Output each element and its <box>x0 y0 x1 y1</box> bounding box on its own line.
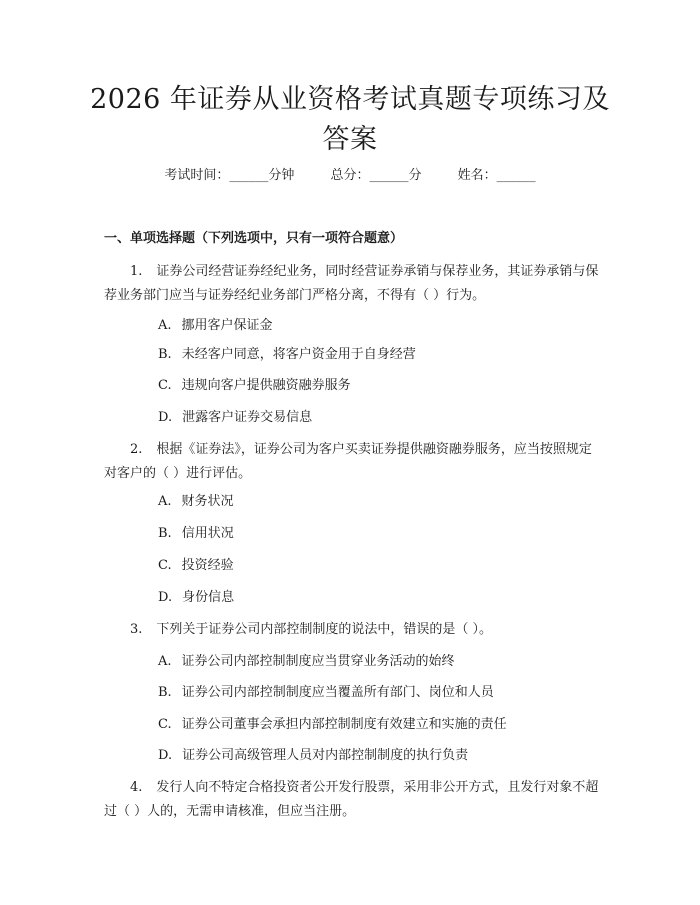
option-text: 证券公司高级管理人员对内部控制制度的执行负责 <box>182 748 469 763</box>
question-3 <box>104 618 600 642</box>
question-2 <box>104 438 600 486</box>
option-3c <box>158 715 507 735</box>
option-letter: C. <box>158 717 172 732</box>
option-text: 财务状况 <box>181 494 234 509</box>
option-1d <box>158 408 312 428</box>
option-text: 证券公司内部控制制度应当覆盖所有部门、岗位和人员 <box>181 685 494 700</box>
option-text: 身份信息 <box>182 590 235 605</box>
option-letter: A. <box>158 494 172 509</box>
total-score-field: 总分：______分 <box>330 168 422 183</box>
option-letter: B. <box>158 347 172 362</box>
exam-meta-line <box>0 166 700 186</box>
option-text: 未经客户同意，将客户资金用于自身经营 <box>181 347 416 362</box>
option-letter: B. <box>158 685 172 700</box>
option-2a <box>158 492 234 512</box>
option-text: 证券公司内部控制制度应当贯穿业务活动的始终 <box>181 654 455 669</box>
question-text: 根据《证券法》，证券公司为客户买卖证券提供融资融券服务，应当按照规定对客户的（ ）进行评估。 <box>104 442 592 481</box>
option-2c <box>158 556 234 576</box>
option-letter: A. <box>158 654 172 669</box>
option-3d <box>158 746 468 766</box>
option-1b <box>158 345 416 365</box>
option-letter: C. <box>158 558 172 573</box>
option-letter: D. <box>158 590 173 605</box>
option-letter: D. <box>158 748 173 763</box>
option-2b <box>158 524 234 544</box>
option-3a <box>158 652 455 672</box>
exam-time-field: 考试时间：______分钟 <box>164 168 295 183</box>
option-1c <box>158 376 351 396</box>
option-letter: D. <box>158 410 173 425</box>
question-number: 4. <box>130 780 143 795</box>
question-number: 2. <box>130 442 143 457</box>
option-text: 证券公司董事会承担内部控制制度有效建立和实施的责任 <box>181 717 507 732</box>
option-text: 违规向客户提供融资融券服务 <box>181 378 351 393</box>
option-letter: C. <box>158 378 172 393</box>
question-text: 发行人向不特定合格投资者公开发行股票，采用非公开方式，且发行对象不超过（ ）人的，无需申请核准，但应当注册。 <box>104 780 599 819</box>
name-field: 姓名：______ <box>457 168 536 183</box>
question-text: 下列关于证券公司内部控制制度的说法中，错误的是（ ）。 <box>156 622 493 637</box>
document-title: 2026 年证券从业资格考试真题专项练习及答案 <box>90 84 610 155</box>
option-letter: A. <box>158 318 172 333</box>
question-number: 3. <box>130 622 143 637</box>
option-2d <box>158 588 234 608</box>
option-text: 投资经验 <box>181 558 234 573</box>
option-text: 挪用客户保证金 <box>181 318 273 333</box>
question-number: 1. <box>130 264 143 279</box>
option-text: 泄露客户证券交易信息 <box>182 410 313 425</box>
option-letter: B. <box>158 526 172 541</box>
option-text: 信用状况 <box>181 526 234 541</box>
option-1a <box>158 316 273 336</box>
question-4 <box>104 776 600 824</box>
question-text: 证券公司经营证券经纪业务，同时经营证券承销与保荐业务，其证券承销与保荐业务部门应当与证券经纪业务部门严格分离，不得有（ ）行为。 <box>104 264 599 303</box>
section-heading: 一、单项选择题（下列选项中，只有一项符合题意） <box>104 231 404 246</box>
question-1 <box>104 260 600 308</box>
option-3b <box>158 683 494 703</box>
